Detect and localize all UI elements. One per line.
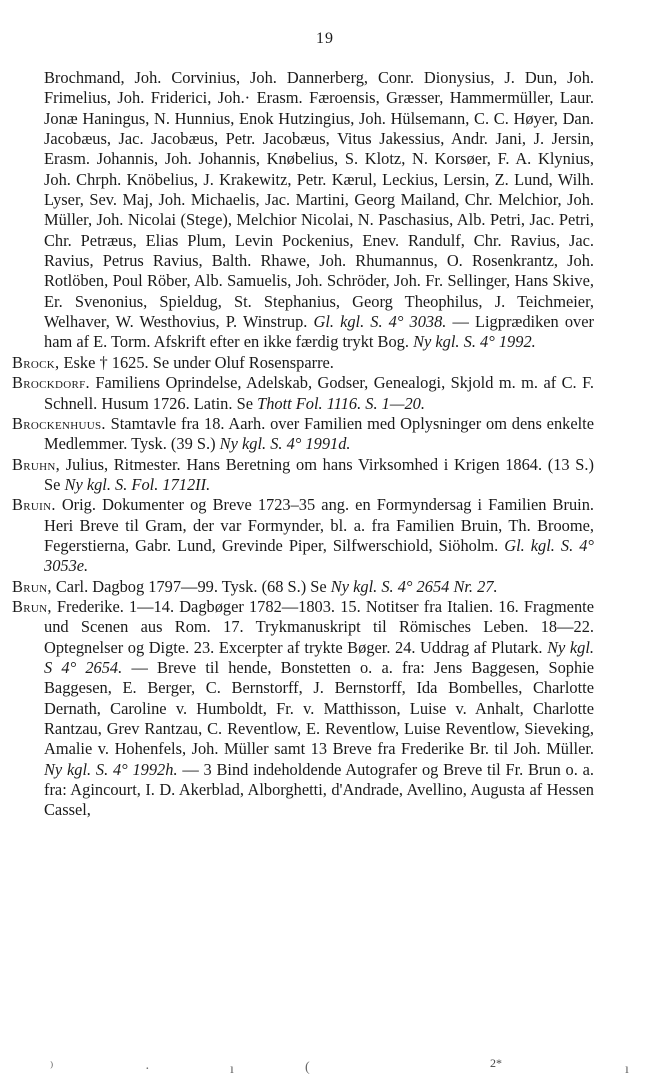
entry-ref: Ny kgl. S. Fol. 1712II.	[64, 474, 211, 494]
entry-brockdorf	[12, 373, 594, 414]
entry-ref: Ny kgl. S. 4° 2654 Nr. 27.	[330, 576, 498, 596]
entry-ref2: Ny kgl. S. 4° 1992h.	[44, 759, 178, 779]
continuation-text: Brochmand, Joh. Corvinius, Joh. Dannerberg, Conr. Dionysius, J. Dun, Joh. Frimelius, Joh. Friderici, Joh.· Erasm. Færoensis, Græsser, Hammermüller, Laur. Jonæ Haningus, N. Hunnius, Enok Hutzingius, Joh. Hülsemann, C. C. Høyer, Dan. Jacobæus, Jac. Jacobæus, Petr. Jacobæus, Vitus Jakessius, Andr. Jani, J. Jersin, Erasm. Johannis, Joh. Johannis, Knøbelius, S. Klotz, N. Korsøer, F. A. Klynius, Joh. Chrph. Knöbelius, J. Krakewitz, Petr. Kærul, Leckius, Lersin, Z. Lund, Wilh. Lyser, Sev. Maj, Joh. Michaelis, Jac. Martini, Georg Mailand, Chr. Melchior, Joh. Müller, Joh. Nicolai (Stege), Melchior Nicolai, N. Paschasius, Alb. Petri, Jac. Petri, Chr. Petræus, Elias Plum, Levin Pockenius, Enev. Randulf, Chr. Ravius, Jac. Ravius, Petrus Ravius, Balth. Rhawe, Joh. Rhumannus, O. Rosenkrantz, Joh. Rotlöben, Poul Röber, Alb. Samuelis, Joh. Schröder, Joh. Fr. Sellinger, Hans Skive, Er. Svenonius, Spieldug, St. Stephanius, Georg Theophilus, J. Teichmeier, Welhaver, W. Westhovius, P. Winstrup.	[44, 68, 594, 332]
entry-headword: Brun,	[12, 596, 52, 616]
entry-bruin	[12, 495, 594, 576]
entry-text: Orig. Dokumenter og Breve 1723–35 ang. en Formyndersag i Familien Bruin. Heri Breve til Gram, der var Formynder, bl. a. fra Familien Bruin, Th. Broome, Fegerstierna, Gabr. Lund, Grevinde Piper, Silfwerschiold, Siöholm.	[44, 495, 594, 555]
continuation-paragraph	[12, 68, 594, 353]
entry-text: Eske † 1625. Se under Oluf Rosensparre.	[63, 352, 334, 372]
signature-mark: 2*	[490, 1056, 502, 1070]
scan-artifact-mark: ı	[230, 1062, 234, 1077]
entry-headword: Brockenhuus.	[12, 413, 106, 433]
entry-tail: — Breve til hende, Bonstetten o. a. fra: Jens Baggesen, Sophie Baggesen, E. Berger, C. Bernstorff, J. Bernstorff, Ida Bombelles, Charlotte Dernath, Caroline v. Humboldt, Fr. v. Matthisson, Luise v. Anhalt, Charlotte Rantzau, Grev Rantzau, C. Reventlow, E. Reventlow, Luise Reventlow, Sieveking, Amalie v. Hohenfels, Joh. Müller samt 13 Breve fra Frederike Br. til Joh. Müller.	[44, 657, 594, 759]
index-entries	[12, 68, 594, 821]
entry-headword: Bruhn,	[12, 454, 60, 474]
entry-brockenhuus	[12, 414, 594, 455]
entry-headword: Brun,	[12, 576, 52, 596]
entry-headword: Brock,	[12, 352, 60, 372]
page-number: 19	[316, 30, 334, 47]
entry-ref: Gl. kgl. S. 4° 3053e.	[44, 535, 594, 576]
continuation-ref2: Ny kgl. S. 4° 1992.	[413, 332, 536, 352]
entry-text: Frederike. 1—14. Dagbøger 1782—1803. 15. Notitser fra Italien. 16. Fragmente und Scenen aus Rom. 17. Trykmanuskript til Römisches Leben. 18—22. Optegnelser og Digte. 23. Excerpter af trykte Bøger. 24. Uddrag af Plutark.	[44, 596, 594, 657]
scan-artifact-mark: ·	[145, 1062, 150, 1077]
entry-tail2: — 3 Bind indeholdende Autografer og Breve til Fr. Brun o. a. fra: Agincourt, I. D. Akerblad, Alborghetti, d'Andrade, Avellino, Augusta af Hessen Cassel,	[44, 759, 594, 820]
scan-artifact-mark: ı	[625, 1062, 629, 1077]
entry-text: Julius, Ritmester. Hans Beretning om hans Virksomhed i Krigen 1864. (13 S.) Se	[44, 454, 594, 494]
entry-text: Carl. Dagbog 1797—99. Tysk. (68 S.) Se	[55, 576, 327, 596]
continuation-ref: Gl. kgl. S. 4° 3038.	[313, 312, 447, 332]
entry-brun-carl	[12, 577, 594, 597]
entry-text: Stamtavle fra 18. Aarh. over Familien med Oplysninger om dens enkelte Medlemmer. Tysk. (39 S.)	[44, 413, 594, 454]
entry-headword: Brockdorf.	[12, 373, 90, 393]
scan-artifact-mark: (	[305, 1060, 310, 1075]
entry-ref: Ny kgl. S 4° 2654.	[44, 637, 594, 677]
page-footer	[0, 1056, 650, 1084]
entry-text: Familiens Oprindelse, Adelskab, Godser, Genealogi, Skjold m. m. af C. F. Schnell. Husum 1726. Latin. Se	[44, 373, 594, 413]
entry-headword: Bruin.	[12, 495, 56, 515]
scan-artifact-mark: ⁾	[50, 1061, 54, 1076]
continuation-tail: — Ligprædiken over ham af E. Torm. Afskrift efter en ikke færdig trykt Bog.	[44, 312, 594, 352]
entry-ref: Ny kgl. S. 4° 1991d.	[219, 434, 351, 454]
entry-brock	[12, 353, 594, 373]
entry-ref: Thott Fol. 1116. S. 1—20.	[257, 393, 425, 413]
entry-bruhn	[12, 455, 594, 496]
entry-brun-frederike	[12, 597, 594, 821]
